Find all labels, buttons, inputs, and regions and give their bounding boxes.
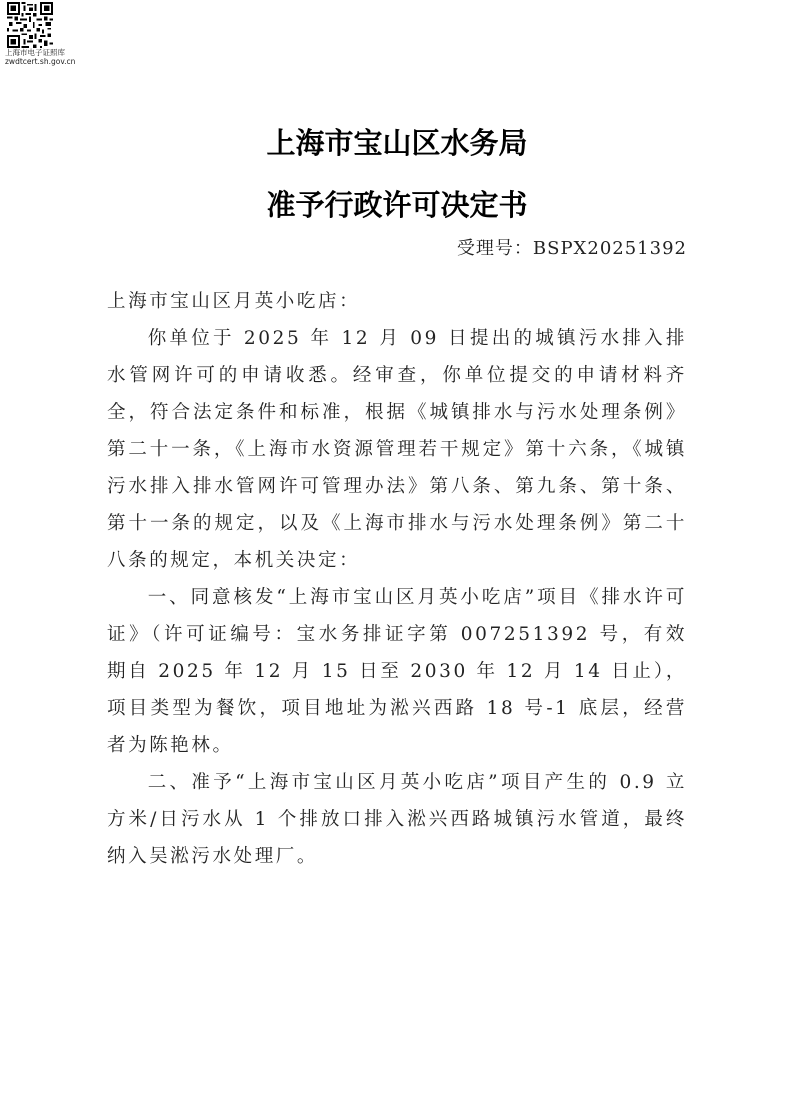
acceptance-number <box>457 234 687 260</box>
acceptance-label: 受理号： <box>456 238 533 259</box>
qr-caption <box>5 48 85 66</box>
paragraph-decision-1: 一、同意核发“上海市宝山区月英小吃店”项目《排水许可证》（许可证编号：宝水务排证字第 007251392 号，有效期自 2025 年 12 月 15 日至 2030 年 12 月 14 日止），项目类型为餐饮，项目地址为淞兴西路 18 号-1 底层，经营者为陈艳林。 <box>107 587 687 756</box>
issuing-authority-title: 上海市宝山区水务局 <box>266 126 528 160</box>
document-body <box>107 283 687 875</box>
acceptance-value: BSPX20251392 <box>532 238 687 259</box>
paragraph-decision-2: 二、准予“上海市宝山区月英小吃店”项目产生的 0.9 立方米/日污水从 1 个排放口排入淞兴西路城镇污水管道，最终纳入吴淞污水处理厂。 <box>107 772 687 867</box>
document-title: 准予行政许可决定书 <box>266 188 528 222</box>
qr-caption-url: zwdtcert.sh.gov.cn <box>5 57 76 66</box>
paragraph-review: 你单位于 2025 年 12 月 09 日提出的城镇污水排入排水管网许可的申请收悉。经审查，你单位提交的申请材料齐全，符合法定条件和标准，根据《城镇排水与污水处理条例》第二十一条，《上海市水资源管理若干规定》第十六条，《城镇污水排入排水管网许可管理办法》第八条、第九条、第十条、第十一条的规定，以及《上海市排水与污水处理条例》第二十八条的规定，本机关决定： <box>107 328 687 571</box>
addressee: 上海市宝山区月英小吃店： <box>107 291 361 312</box>
qr-caption-source: 上海市电子证照库 <box>5 48 65 57</box>
qr-code-icon <box>7 2 53 48</box>
